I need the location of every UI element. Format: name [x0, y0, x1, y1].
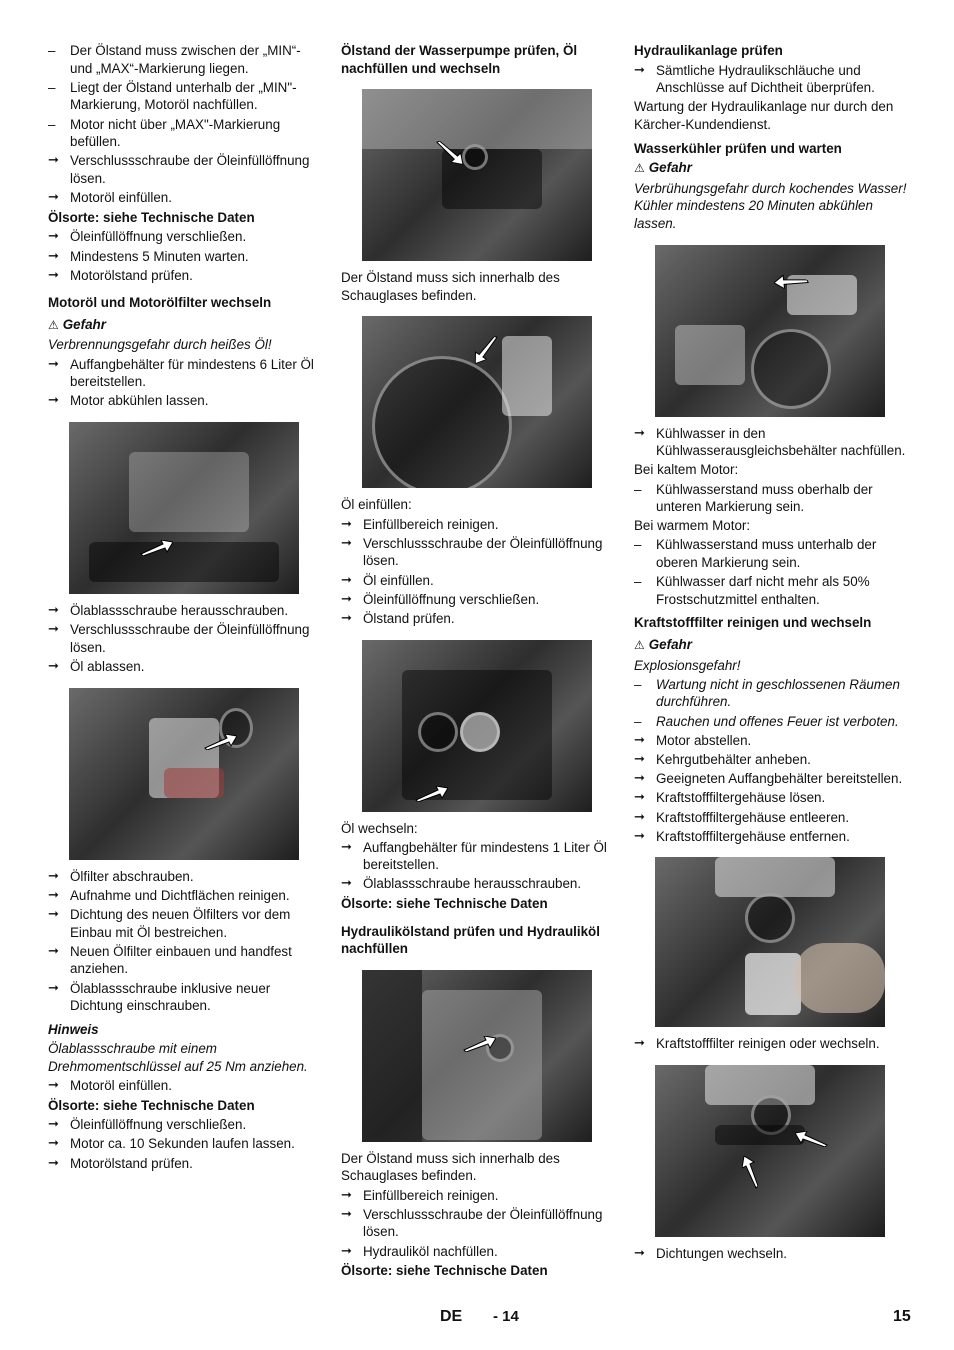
column-left: [48, 42, 324, 1174]
paragraph: Bei kaltem Motor:: [634, 462, 739, 478]
step-item: ➞ Einfüllbereich reinigen.: [341, 516, 619, 534]
footer-page-right: 15: [893, 1308, 911, 1325]
paragraph: Der Ölstand muss sich innerhalb des Schauglases befinden.: [341, 270, 560, 303]
warning-triangle-icon: ⚠: [634, 161, 645, 176]
step-item: ➞ Auffangbehälter für mindestens 6 Liter Öl bereitstellen.: [48, 356, 324, 391]
danger-label: [48, 316, 324, 335]
step-item: ➞ Kraftstofffiltergehäuse lösen.: [634, 789, 912, 807]
step-item: ➞ Motor ca. 10 Sekunden laufen lassen.: [48, 1135, 324, 1153]
list-item: – Rauchen und offenes Feuer ist verboten.: [634, 713, 912, 731]
danger-text: Gefahr: [62, 316, 106, 332]
step-item: ➞ Verschlussschraube der Öleinfüllöffnung lösen.: [48, 152, 324, 187]
photo-pump-underside: [362, 89, 592, 261]
oil-type-label: Ölsorte: siehe Technische Daten: [341, 1263, 548, 1279]
step-item: ➞ Ölstand prüfen.: [341, 610, 619, 628]
list-item: – Kühlwasserstand muss unterhalb der oberen Markierung sein.: [634, 536, 912, 571]
column-middle: [341, 42, 619, 1282]
step-item: ➞ Kehrgutbehälter anheben.: [634, 751, 912, 769]
oil-type-label: Ölsorte: siehe Technische Daten: [48, 209, 255, 225]
step-item: ➞ Geeigneten Auffangbehälter bereitstellen.: [634, 770, 912, 788]
step-item: ➞ Verschlussschraube der Öleinfüllöffnung lösen.: [341, 1206, 619, 1241]
footer-language: DE: [440, 1308, 463, 1325]
danger-description: Verbrennungsgefahr durch heißes Öl!: [48, 337, 272, 353]
step-item: ➞ Einfüllbereich reinigen.: [341, 1187, 619, 1205]
section-heading: Hydraulikanlage prüfen: [634, 43, 783, 58]
list-item: – Kühlwasser darf nicht mehr als 50% Frostschutzmittel enthalten.: [634, 573, 912, 608]
arrow-pointer-icon: [742, 1156, 758, 1190]
step-item: ➞ Kraftstofffiltergehäuse entleeren.: [634, 809, 912, 827]
step-item: ➞ Motorölstand prüfen.: [48, 267, 324, 285]
danger-label: [634, 159, 912, 178]
danger-label: [634, 636, 912, 655]
step-item: ➞ Verschlussschraube der Öleinfüllöffnung lösen.: [341, 535, 619, 570]
arrow-pointer-icon: [773, 269, 810, 296]
step-item: ➞ Kraftstofffilter reinigen oder wechseln.: [634, 1035, 912, 1053]
step-item: ➞ Hydrauliköl nachfüllen.: [341, 1243, 619, 1261]
arrow-pointer-icon: [139, 540, 173, 556]
oil-type-label: Ölsorte: siehe Technische Daten: [341, 896, 548, 912]
list-item: – Der Ölstand muss zwischen der „MIN“- und „MAX“-Markierung liegen.: [48, 42, 324, 77]
section-heading: Motoröl und Motorölfilter wechseln: [48, 295, 272, 311]
step-item: ➞ Sämtliche Hydraulikschläuche und Anschlüsse auf Dichtheit überprüfen.: [634, 62, 912, 97]
step-item: ➞ Dichtungen wechseln.: [634, 1245, 912, 1263]
paragraph: Bei warmem Motor:: [634, 518, 751, 534]
photo-radiator: [655, 245, 885, 417]
photo-oil-drain: [69, 422, 299, 594]
column-right: [634, 42, 912, 1264]
photo-hydraulic-tank: [362, 970, 592, 1142]
step-item: ➞ Dichtung des neuen Ölfilters vor dem Einbau mit Öl bestreichen.: [48, 906, 324, 941]
step-item: ➞ Neuen Ölfilter einbauen und handfest anziehen.: [48, 943, 324, 978]
step-item: ➞ Ölablassschraube herausschrauben.: [341, 875, 619, 893]
step-item: ➞ Auffangbehälter für mindestens 1 Liter Öl bereitstellen.: [341, 839, 619, 874]
arrow-pointer-icon: [468, 335, 505, 366]
paragraph: Öl einfüllen:: [341, 497, 412, 513]
section-heading: Wasserkühler prüfen und warten: [634, 140, 842, 156]
photo-pump-housing: [362, 640, 592, 812]
warning-triangle-icon: ⚠: [634, 638, 645, 653]
paragraph: Der Ölstand muss sich innerhalb des Schauglases befinden.: [341, 1150, 560, 1184]
step-item: ➞ Motoröl einfüllen.: [48, 1077, 324, 1095]
section-heading: Ölstand der Wasserpumpe prüfen, Öl nachfüllen und wechseln: [341, 43, 578, 76]
paragraph: Wartung der Hydraulikanlage nur durch den Kärcher-Kundendienst.: [634, 99, 894, 132]
step-item: ➞ Öleinfüllöffnung verschließen.: [341, 591, 619, 609]
section-heading: Hydraulikölstand prüfen und Hydrauliköl nachfüllen: [341, 923, 600, 957]
arrow-pointer-icon: [203, 734, 237, 750]
list-item: – Kühlwasserstand muss oberhalb der unteren Markierung sein.: [634, 481, 912, 516]
step-item: ➞ Motor abkühlen lassen.: [48, 392, 324, 410]
note-label: Hinweis: [48, 1021, 99, 1037]
step-item: ➞ Öl einfüllen.: [341, 572, 619, 590]
step-item: ➞ Motor abstellen.: [634, 732, 912, 750]
oil-type-label: Ölsorte: siehe Technische Daten: [48, 1097, 255, 1113]
step-item: ➞ Mindestens 5 Minuten warten.: [48, 248, 324, 266]
step-item: ➞ Ölablassschraube inklusive neuer Dichtung einschrauben.: [48, 980, 324, 1015]
step-item: ➞ Ölablassschraube herausschrauben.: [48, 602, 324, 620]
step-item: ➞ Kühlwasser in den Kühlwasserausgleichsbehälter nachfüllen.: [634, 425, 912, 460]
photo-pump-sightglass: [362, 316, 592, 488]
step-item: ➞ Kraftstofffiltergehäuse entfernen.: [634, 828, 912, 846]
danger-text: Gefahr: [648, 637, 692, 653]
photo-oil-filter: [69, 688, 299, 860]
arrow-pointer-icon: [795, 1131, 829, 1147]
danger-text: Gefahr: [648, 160, 692, 176]
paragraph: Öl wechseln:: [341, 820, 418, 836]
photo-fuel-filter-seals: [655, 1065, 885, 1237]
arrow-pointer-icon: [414, 786, 448, 802]
step-item: ➞ Öleinfüllöffnung verschließen.: [48, 1116, 324, 1134]
list-item: – Liegt der Ölstand unterhalb der „MIN"-Markierung, Motoröl nachfüllen.: [48, 79, 324, 114]
step-item: ➞ Öleinfüllöffnung verschließen.: [48, 228, 324, 246]
step-item: ➞ Ölfilter abschrauben.: [48, 868, 324, 886]
photo-fuel-filter-removal: [655, 857, 885, 1027]
note-text: Ölablassschraube mit einem Drehmomentschlüssel auf 25 Nm anziehen.: [48, 1041, 308, 1074]
footer-page-left: - 14: [493, 1308, 519, 1325]
list-item: – Motor nicht über „MAX"-Markierung befüllen.: [48, 116, 324, 151]
step-item: ➞ Motoröl einfüllen.: [48, 189, 324, 207]
arrow-pointer-icon: [462, 1036, 496, 1052]
section-heading: Kraftstofffilter reinigen und wechseln: [634, 615, 872, 631]
step-item: ➞ Aufnahme und Dichtflächen reinigen.: [48, 887, 324, 905]
step-item: ➞ Motorölstand prüfen.: [48, 1155, 324, 1173]
danger-description: Verbrühungsgefahr durch kochendes Wasser! Kühler mindestens 20 Minuten abkühlen lassen.: [634, 180, 907, 231]
list-item: – Wartung nicht in geschlossenen Räumen durchführen.: [634, 676, 912, 711]
warning-triangle-icon: ⚠: [48, 317, 59, 332]
step-item: ➞ Öl ablassen.: [48, 658, 324, 676]
danger-description: Explosionsgefahr!: [634, 657, 741, 673]
step-item: ➞ Verschlussschraube der Öleinfüllöffnung lösen.: [48, 621, 324, 656]
